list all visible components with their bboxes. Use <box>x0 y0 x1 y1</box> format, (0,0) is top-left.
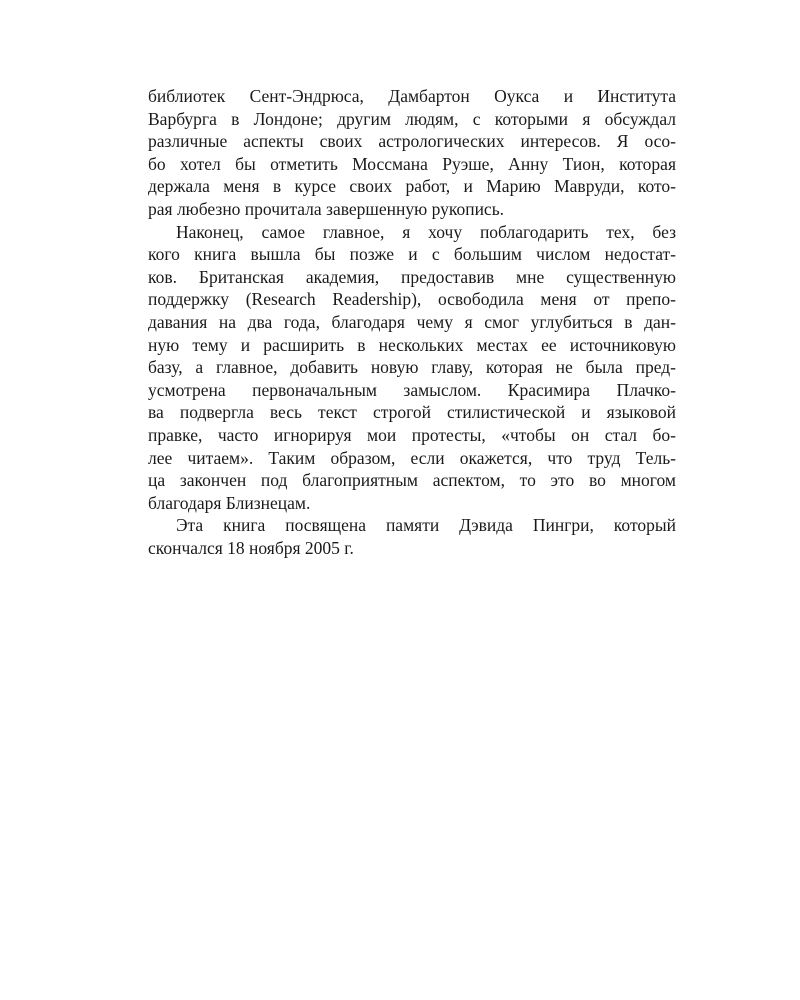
text-line: Наконец, самое главное, я хочу поблагодарить тех, без <box>176 221 676 242</box>
paragraph-acknowledgement-academy <box>148 221 676 515</box>
body-text <box>148 85 676 559</box>
paragraph-dedication <box>148 514 676 559</box>
text-line: бо хотел бы отметить Моссмана Руэше, Анну Тион, которая <box>148 153 676 174</box>
paragraph-acknowledgement-libraries <box>148 85 676 221</box>
text-line: скончался 18 ноября 2005 г. <box>148 537 354 558</box>
text-line: давания на два года, благодаря чему я смог углубиться в дан- <box>148 311 676 332</box>
text-line: поддержку (Research Readership), освободила меня от препо- <box>148 289 676 310</box>
text-line: рая любезно прочитала завершенную рукопись. <box>148 198 505 219</box>
text-line: различные аспекты своих астрологических интересов. Я осо- <box>148 131 676 152</box>
text-line: ва подвергла весь текст строгой стилистической и языковой <box>148 402 676 423</box>
text-line: Эта книга посвящена памяти Дэвида Пингри, который <box>176 515 676 536</box>
text-line: усмотрена первоначальным замыслом. Красимира Плачко- <box>148 379 676 400</box>
text-line: библиотек Сент-Эндрюса, Дамбартон Оукса и Института <box>148 86 676 106</box>
text-line: Варбурга в Лондоне; другим людям, с которыми я обсуждал <box>148 108 676 129</box>
text-line: благодаря Близнецам. <box>148 492 311 513</box>
text-line: ца закончен под благоприятным аспектом, то это во многом <box>148 470 676 491</box>
text-line: кого книга вышла бы позже и с большим числом недостат- <box>148 244 676 265</box>
text-line: держала меня в курсе своих работ, и Марию Мавруди, кото- <box>148 176 676 197</box>
text-line: базу, а главное, добавить новую главу, которая не была пред- <box>148 357 676 378</box>
text-line: ную тему и расширить в нескольких местах ее источниковую <box>148 334 676 355</box>
text-line: правке, часто игнорируя мои протесты, «чтобы он стал бо- <box>148 424 676 445</box>
text-line: лее читаем». Таким образом, если окажется, что труд Тель- <box>148 447 676 468</box>
text-line: ков. Британская академия, предоставив мне существенную <box>148 266 676 287</box>
